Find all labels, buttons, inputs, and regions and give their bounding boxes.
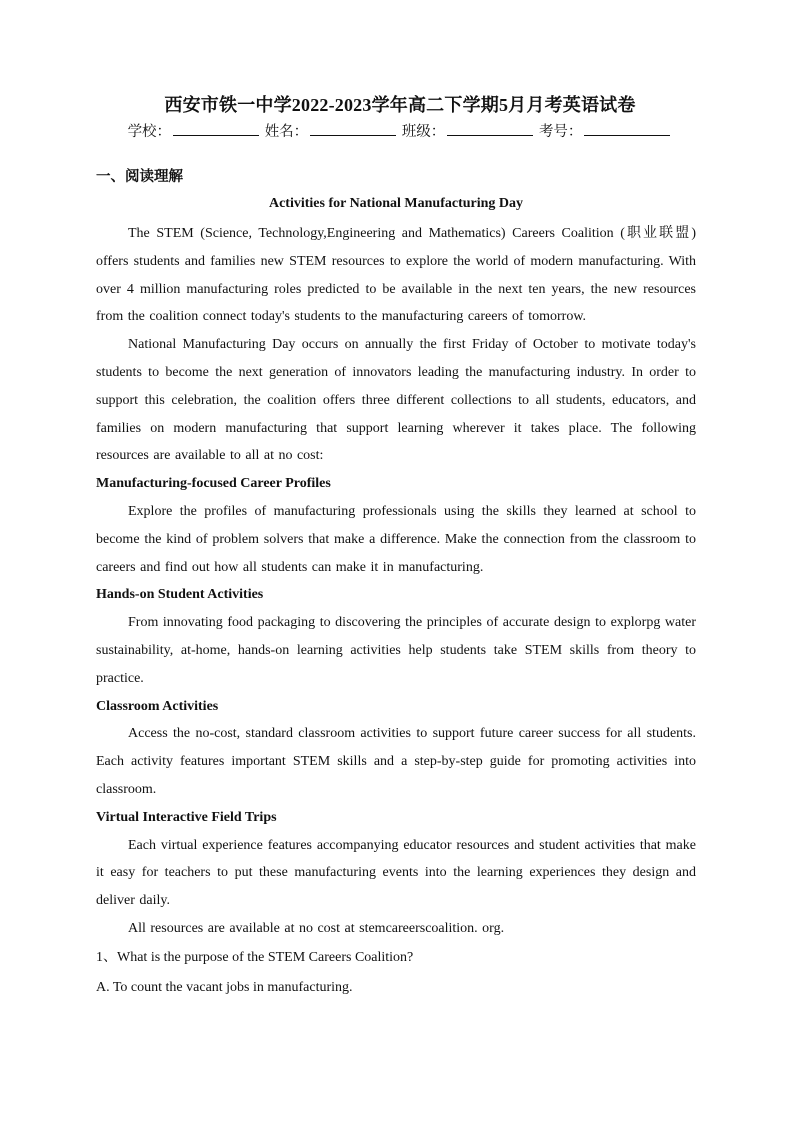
section-text-career-profiles: Explore the profiles of manufacturing professionals using the skills they learned at school to become the kind of problem solvers that make a difference. Make the connection from the classroom to careers and find out how all students can make it in manufacturing. bbox=[96, 503, 696, 575]
question-stem: 1、What is the purpose of the STEM Careers Coalition? bbox=[96, 949, 414, 965]
school-field bbox=[128, 120, 260, 144]
section-heading-student-activities: Hands-on Student Activities bbox=[96, 587, 264, 603]
name-blank[interactable] bbox=[310, 121, 396, 136]
intro-paragraph-2: National Manufacturing Day occurs on annually the first Friday of October to motivate today's students to become the next generation of innovators leading the manufacturing industry. In order to support this celebration, the coalition offers three different collections to all students, educators, and families on modern manufacturing that support learning wherever it takes place. The following resources are available to all at no cost: bbox=[96, 337, 696, 464]
exam-title: 西安市铁一中学2022-2023学年高二下学期5月月考英语试卷 bbox=[164, 95, 636, 115]
exam-number-blank[interactable] bbox=[584, 121, 670, 136]
school-blank[interactable] bbox=[173, 121, 259, 136]
class-label: 班级： bbox=[401, 124, 446, 140]
section-heading-classroom-activities: Classroom Activities bbox=[96, 698, 219, 714]
section-heading: 一、阅读理解 bbox=[96, 169, 183, 185]
section-heading-career-profiles: Manufacturing-focused Career Profiles bbox=[96, 476, 331, 492]
section-text-classroom-activities: Access the no-cost, standard classroom activities to support future career success for all students. Each activity features important STEM skills and a step-by-step guide for promoting activities into classroom. bbox=[96, 726, 696, 797]
student-info-row bbox=[100, 120, 700, 144]
article-title: Activities for National Manufacturing Day bbox=[268, 196, 524, 211]
exam-page bbox=[96, 92, 696, 1003]
school-label: 学校： bbox=[127, 124, 172, 140]
name-field bbox=[265, 120, 397, 144]
intro-paragraph-1: The STEM (Science, Technology,Engineering and Mathematics) Careers Coalition (职业联盟) offers students and families new STEM resources to explore the world of modern manufacturing. With over 4 million manufacturing roles predicted to be available in the next ten years, the new resources from the coalition connect today's students to the manufacturing careers of tomorrow. bbox=[96, 226, 696, 325]
section-heading-field-trips: Virtual Interactive Field Trips bbox=[96, 809, 277, 825]
exam-number-field bbox=[539, 120, 671, 144]
answer-option[interactable]: A. To count the vacant jobs in manufacturing. bbox=[96, 979, 353, 995]
class-field bbox=[402, 120, 534, 144]
section-text-student-activities: From innovating food packaging to discovering the principles of accurate design to explorpg water sustainability, at-home, hands-on learning activities help students take STEM skills from theory to practice. bbox=[96, 615, 696, 686]
section-text-field-trips: Each virtual experience features accompanying educator resources and student activities that make it easy for teachers to put these manufacturing events into the learning experiences they design and deliver daily. bbox=[96, 837, 696, 909]
class-blank[interactable] bbox=[447, 121, 533, 136]
name-label: 姓名： bbox=[264, 124, 309, 140]
closing-paragraph: All resources are available at no cost at stemcareerscoalition. org. bbox=[128, 920, 505, 936]
exam-number-label: 考号： bbox=[538, 124, 583, 140]
